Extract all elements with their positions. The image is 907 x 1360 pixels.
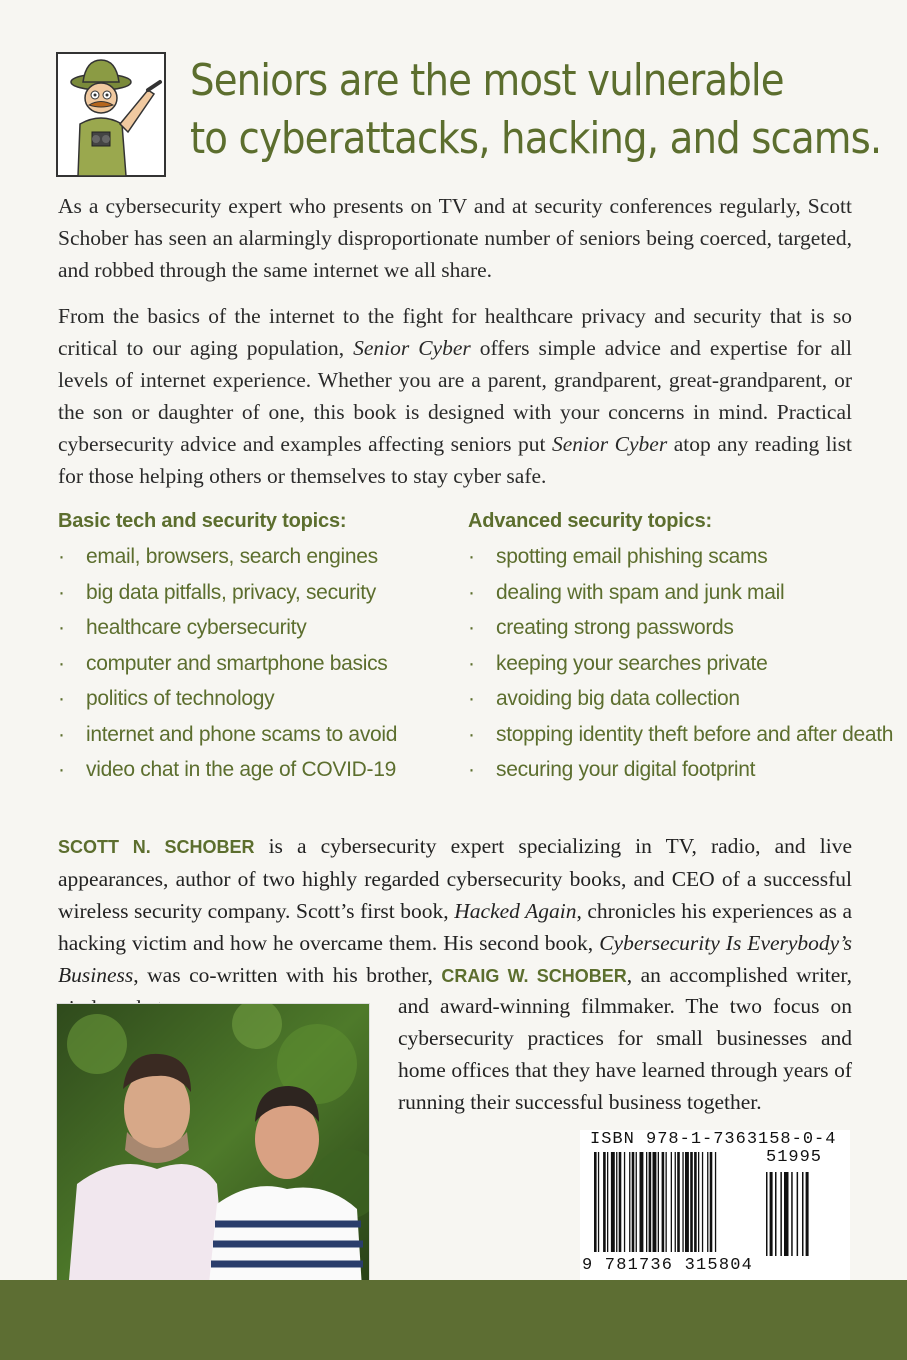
book-title-cybersecurity-business: Cybersecurity Is Everybody’s Business (58, 931, 852, 987)
list-item: · spotting email phishing scams (468, 539, 893, 575)
bio-text-4: , an accomplished writer, (626, 963, 852, 987)
ean-digits: 9 781736 315804 (582, 1256, 754, 1275)
bio-text-3: , was co-written with his brother, (133, 963, 433, 987)
author-name-craig: CRAIG W. SCHOBER (441, 966, 627, 986)
bio-text-1: is a cybersecurity expert specializing in TV, radio, and live appearances, author of two highly regarded cybersecurity books, and CEO of a successful wireless security company. Scott’s first book, (58, 834, 852, 923)
list-item: · email, browsers, search engines (58, 539, 397, 575)
list-item: · dealing with spam and junk mail (468, 575, 893, 611)
basic-topics-heading: Basic tech and security topics: (58, 510, 347, 532)
list-item: · video chat in the age of COVID-19 (58, 752, 397, 788)
advanced-topics-heading: Advanced security topics: (468, 510, 712, 532)
list-item: · big data pitfalls, privacy, security (58, 575, 397, 611)
footer-color-band (0, 1280, 907, 1360)
authors-photo (56, 1003, 370, 1305)
bio-text-2: , chronicles his experiences as a hacking victim and how he overcame them. His second book, (58, 899, 853, 955)
list-item: · keeping your searches private (468, 646, 893, 682)
book-title-senior-cyber-2: Senior Cyber (552, 432, 668, 456)
intro-paragraph: As a cybersecurity expert who presents on TV and at security conferences regularly, Scott Schober has seen an alarmingly disproportionate number of seniors being coerced, targeted, and robbed through the same internet we all share. (58, 194, 852, 282)
advanced-topics-list (468, 510, 893, 788)
description-part-2: offers simple advice and expertise for all levels of internet experience. Whether you are a parent, grandparent, great-grandparent, or the son or daughter of one, this book is designed with your concerns in mind. Practical cybersecurity advice and examples affecting seniors put (58, 336, 853, 456)
description-part-1: From the basics of the internet to the fight for healthcare privacy and security that is so critical to our aging population, (58, 304, 852, 360)
price-code: 51995 (766, 1148, 823, 1167)
list-item: · politics of technology (58, 681, 397, 717)
headline (190, 52, 882, 168)
barcode-block (580, 1130, 850, 1280)
description-part-3: atop any reading list for those helping others or themselves to stay cyber safe. (58, 432, 852, 488)
list-item: · stopping identity theft before and after death (468, 717, 893, 753)
list-item: · avoiding big data collection (468, 681, 893, 717)
headline-line-1: Seniors are the most vulnerable (190, 55, 784, 106)
description-paragraph (58, 300, 852, 492)
author-bio-continued: and award-winning filmmaker. The two focus on cybersecurity practices for small businesses and home offices that they have learned through years of running their successful business together. (398, 994, 852, 1114)
list-item: · securing your digital footprint (468, 752, 893, 788)
list-item: · creating strong passwords (468, 610, 893, 646)
author-name-scott: SCOTT N. SCHOBER (58, 837, 255, 857)
safari-mascot-illustration (56, 52, 166, 177)
list-item: · computer and smartphone basics (58, 646, 397, 682)
list-item: · internet and phone scams to avoid (58, 717, 397, 753)
barcode-icon (580, 1152, 850, 1256)
book-title-hacked-again: Hacked Again (454, 899, 577, 923)
headline-line-2: to cyberattacks, hacking, and scams. (190, 113, 882, 164)
book-title-senior-cyber: Senior Cyber (353, 336, 471, 360)
isbn-number: ISBN 978-1-7363158-0-4 (590, 1130, 837, 1149)
basic-topics-list (58, 510, 397, 788)
list-item: · healthcare cybersecurity (58, 610, 397, 646)
